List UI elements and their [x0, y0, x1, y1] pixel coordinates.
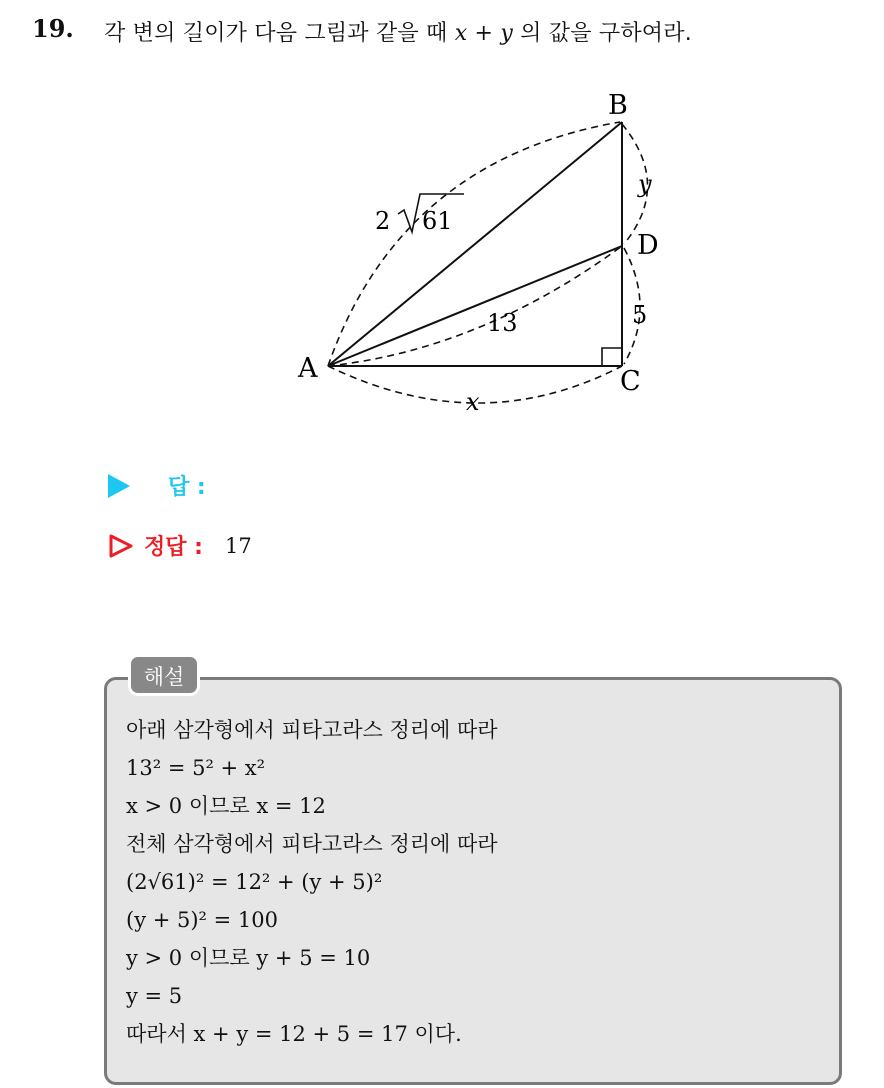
label-ab-coef: 2: [375, 207, 391, 235]
label-ab-radicand: 61: [422, 207, 453, 235]
point-label-a: A: [298, 353, 318, 384]
solution-line: 13² = 5² + x²: [126, 756, 266, 780]
play-triangle-icon: [108, 474, 130, 498]
answer-row: [108, 470, 206, 501]
label-dc: 5: [632, 301, 648, 329]
correct-answer-row: [108, 530, 252, 561]
outline-triangle-icon: [108, 533, 134, 559]
correct-answer-label: 정답 :: [144, 535, 203, 560]
label-bd: y: [638, 170, 652, 198]
correct-answer-value: 17: [224, 533, 252, 558]
question-expression: x + y: [454, 21, 513, 46]
triangle-figure: [0, 0, 884, 440]
segment-ab: [328, 122, 622, 366]
question-text-after: 의 값을 구하여라.: [512, 21, 692, 46]
solution-line: y = 5: [126, 984, 183, 1008]
point-label-b: B: [608, 90, 628, 121]
point-label-c: C: [620, 366, 641, 397]
solution-line: 따라서 x + y = 12 + 5 = 17 이다.: [126, 1022, 462, 1046]
solution-tab: 해설: [128, 654, 200, 696]
solution-line: 아래 삼각형에서 피타고라스 정리에 따라: [126, 718, 498, 742]
solution-line: x > 0 이므로 x = 12: [126, 794, 326, 818]
right-angle-mark: [602, 348, 622, 366]
answer-label: 답 :: [168, 475, 206, 500]
label-ac: x: [466, 388, 480, 416]
question-number: 19.: [32, 14, 74, 43]
solution-content: [126, 711, 498, 1053]
solution-line: 전체 삼각형에서 피타고라스 정리에 따라: [126, 832, 498, 856]
solution-line: (y + 5)² = 100: [126, 908, 279, 932]
segment-ad: [328, 246, 622, 366]
solution-line: (2√61)² = 12² + (y + 5)²: [126, 870, 383, 894]
point-label-d: D: [637, 230, 659, 261]
solution-line: y > 0 이므로 y + 5 = 10: [126, 946, 371, 970]
label-ad: 13: [487, 309, 518, 337]
question-text-before: 각 변의 길이가 다음 그림과 같을 때: [104, 21, 455, 46]
